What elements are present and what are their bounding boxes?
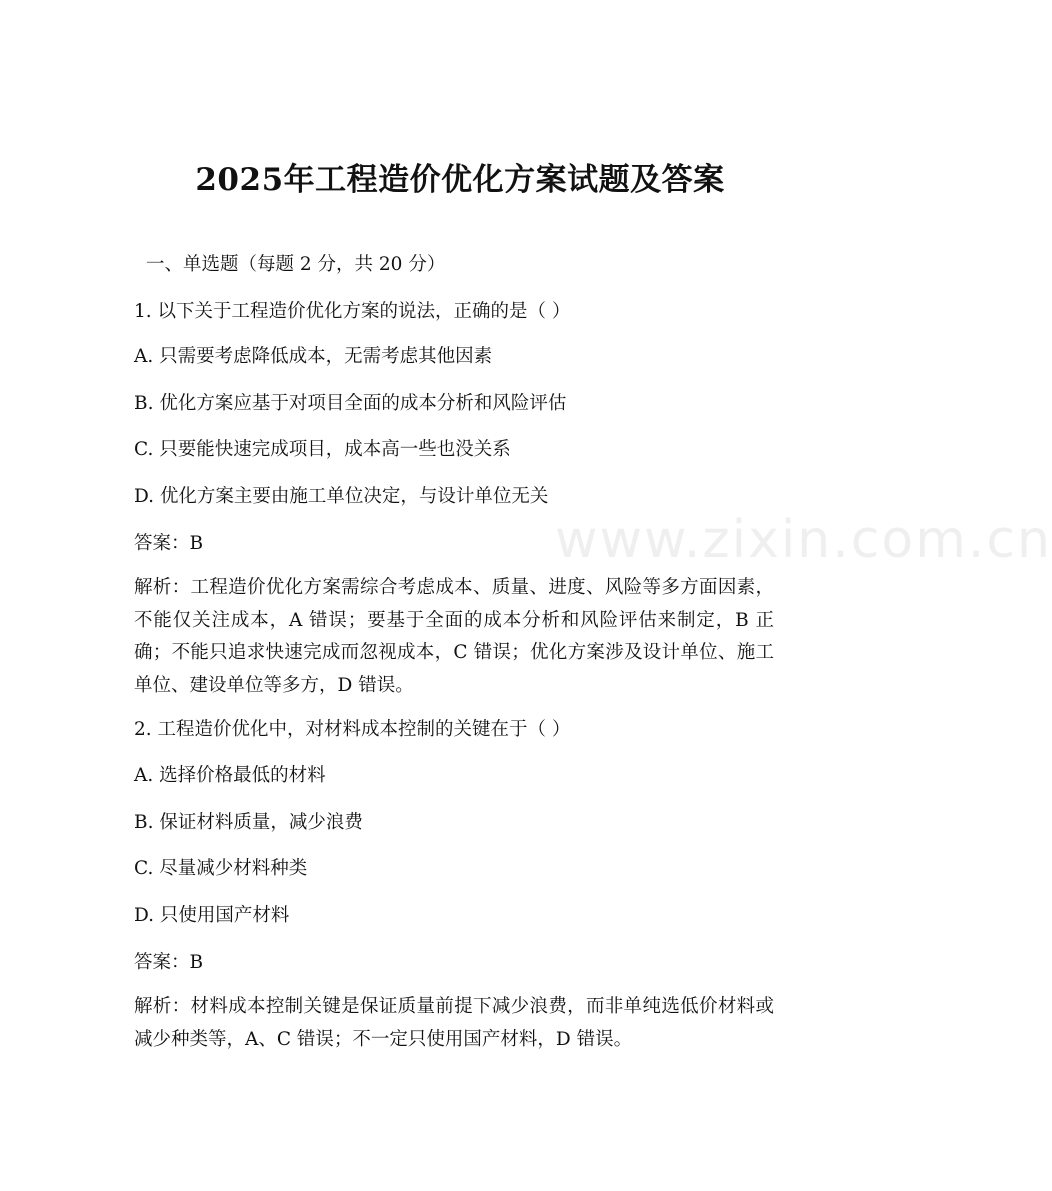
question-1-analysis: 解析：工程造价优化方案需综合考虑成本、质量、进度、风险等多方面因素，不能仅关注成本，A 错误；要基于全面的成本分析和风险评估来制定，B 正确；不能只追求快速完成而忽视成本，C 错误；优化方案涉及设计单位、施工单位、建设单位等多方，D 错误。 [134,577,774,696]
question-2-option-b: B. 保证材料质量，减少浪费 [134,812,363,833]
question-1-option-d: D. 优化方案主要由施工单位决定，与设计单位无关 [134,486,549,507]
question-1-option-a: A. 只需要考虑降低成本，无需考虑其他因素 [134,346,493,367]
section-heading: 一、单选题（每题 2 分，共 20 分） [146,254,446,275]
question-1-option-c: C. 只要能快速完成项目，成本高一些也没关系 [134,439,511,460]
question-2-stem: 2. 工程造价优化中，对材料成本控制的关键在于（ ） [134,719,571,740]
question-2-option-a: A. 选择价格最低的材料 [134,765,326,786]
question-1-option-b: B. 优化方案应基于对项目全面的成本分析和风险评估 [134,393,567,414]
watermark: www.zixin.com.cn [555,510,1052,570]
question-1-answer: 答案：B [134,533,204,554]
question-2-analysis: 解析：材料成本控制关键是保证质量前提下减少浪费，而非单纯选低价材料或减少种类等，A、C 错误；不一定只使用国产材料，D 错误。 [134,996,774,1050]
question-1-stem: 1. 以下关于工程造价优化方案的说法，正确的是（ ） [134,301,571,322]
question-2-answer: 答案：B [134,952,204,973]
document-title: 2025年工程造价优化方案试题及答案 [195,162,725,198]
question-2-option-d: D. 只使用国产材料 [134,905,290,926]
question-2-option-c: C. 尽量减少材料种类 [134,858,308,879]
